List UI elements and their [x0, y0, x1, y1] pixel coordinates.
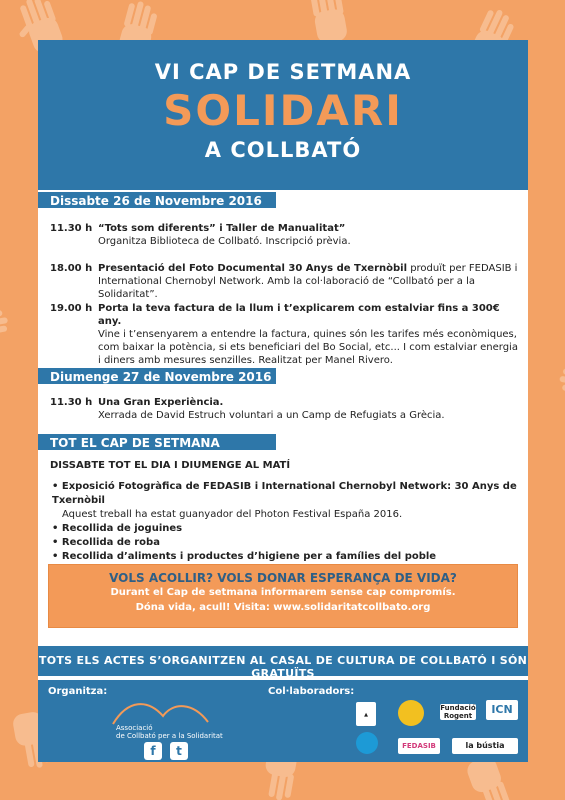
event-title: “Tots som diferents” i Taller de Manualitat”	[98, 223, 346, 234]
poster-card	[38, 40, 528, 762]
ajuntament-logo	[356, 702, 376, 726]
event-item	[50, 262, 520, 301]
event-desc: Vine i t’ensenyarem a entendre la factura, quines són les tarifes més econòmiques, com baixar la potència, si ets beneficiari del Bo Social, etc... I com estalviar energia i diners amb mesures senzilles. Realitzat per Manel Rivero.	[98, 329, 518, 366]
organizer-logo-text: Associació de Collbató per a la Solidaritat	[116, 724, 223, 740]
facebook-icon[interactable]: f	[144, 742, 162, 760]
list-item: • Recollida d’aliments i productes d’higiene per a famílies del poble	[52, 550, 522, 564]
collaborators-label: Col·laboradors:	[268, 686, 355, 697]
list-item: • Recollida de roba	[52, 536, 522, 550]
list-item: • Exposició Fotogràfica de FEDASIB i International Chernobyl Network: 30 Anys de Txernòbil	[52, 480, 522, 508]
callout-box	[48, 564, 518, 628]
ajuntament-logo-text: ▲	[364, 712, 368, 718]
day2-heading: Diumenge 27 de Novembre 2016	[38, 368, 276, 386]
event-desc: Organitza Biblioteca de Collbató. Inscripció prèvia.	[98, 236, 351, 247]
event-title: Porta la teva factura de la llum i t’explicarem com estalviar fins a 300€ any.	[98, 303, 500, 327]
header-line3: A COLLBATÓ	[204, 138, 362, 162]
fedasib-logo: FEDASIB	[398, 738, 440, 754]
callout-website[interactable]: Dóna vida, acull! Visita: www.solidaritatcollbato.org	[135, 602, 431, 613]
day1-heading: Dissabte 26 de Novembre 2016	[38, 192, 276, 210]
event-time: 11.30 h	[50, 397, 93, 408]
event-title: Una Gran Experiència.	[98, 397, 224, 408]
event-item	[50, 396, 520, 422]
venue-banner: TOTS ELS ACTES S’ORGANITZEN AL CASAL DE CULTURA DE COLLBATÓ I SÓN GRATUÏTS	[38, 646, 528, 676]
la-bustia-logo: la bústia	[452, 738, 518, 754]
twitter-icon[interactable]: t	[170, 742, 188, 760]
event-desc: Xerrada de David Estruch voluntari a un Camp de Refugiats a Grècia.	[98, 410, 445, 421]
footer	[38, 680, 528, 762]
event-item	[50, 302, 520, 367]
list-item: • Recollida de joguines	[52, 522, 522, 536]
weekend-list	[52, 480, 522, 564]
weekend-heading: TOT EL CAP DE SETMANA	[38, 434, 276, 452]
event-title: Presentació del Foto Documental 30 Anys de Txernòbil	[98, 263, 408, 274]
event-time: 19.00 h	[50, 303, 93, 314]
partner-logo-circle	[398, 700, 424, 726]
event-time: 11.30 h	[50, 223, 93, 234]
icn-logo: ICN	[486, 700, 518, 720]
weekend-subheading: DISSABTE TOT EL DIA I DIUMENGE AL MATÍ	[50, 460, 291, 471]
event-time: 18.00 h	[50, 263, 93, 274]
event-item	[50, 222, 520, 248]
header-title: SOLIDARI	[163, 86, 403, 135]
poster-header	[38, 40, 528, 190]
event-desc: produït per FEDASIB i International Chernobyl Network. Amb la col·laboració de “Collbató per a la Solidaritat”.	[98, 263, 518, 300]
header-line1: VI CAP DE SETMANA	[154, 60, 412, 84]
callout-line1: Durant el Cap de setmana informarem sense cap compromís.	[110, 587, 456, 598]
fundacio-rogent-logo: Fundació Rogent	[440, 704, 476, 720]
partner-logo-blue	[356, 732, 378, 754]
list-item-note: Aquest treball ha estat guanyador del Photon Festival España 2016.	[62, 509, 403, 520]
callout-heading: VOLS ACOLLIR? VOLS DONAR ESPERANÇA DE VIDA?	[109, 571, 457, 585]
organizer-label: Organitza:	[48, 686, 108, 697]
